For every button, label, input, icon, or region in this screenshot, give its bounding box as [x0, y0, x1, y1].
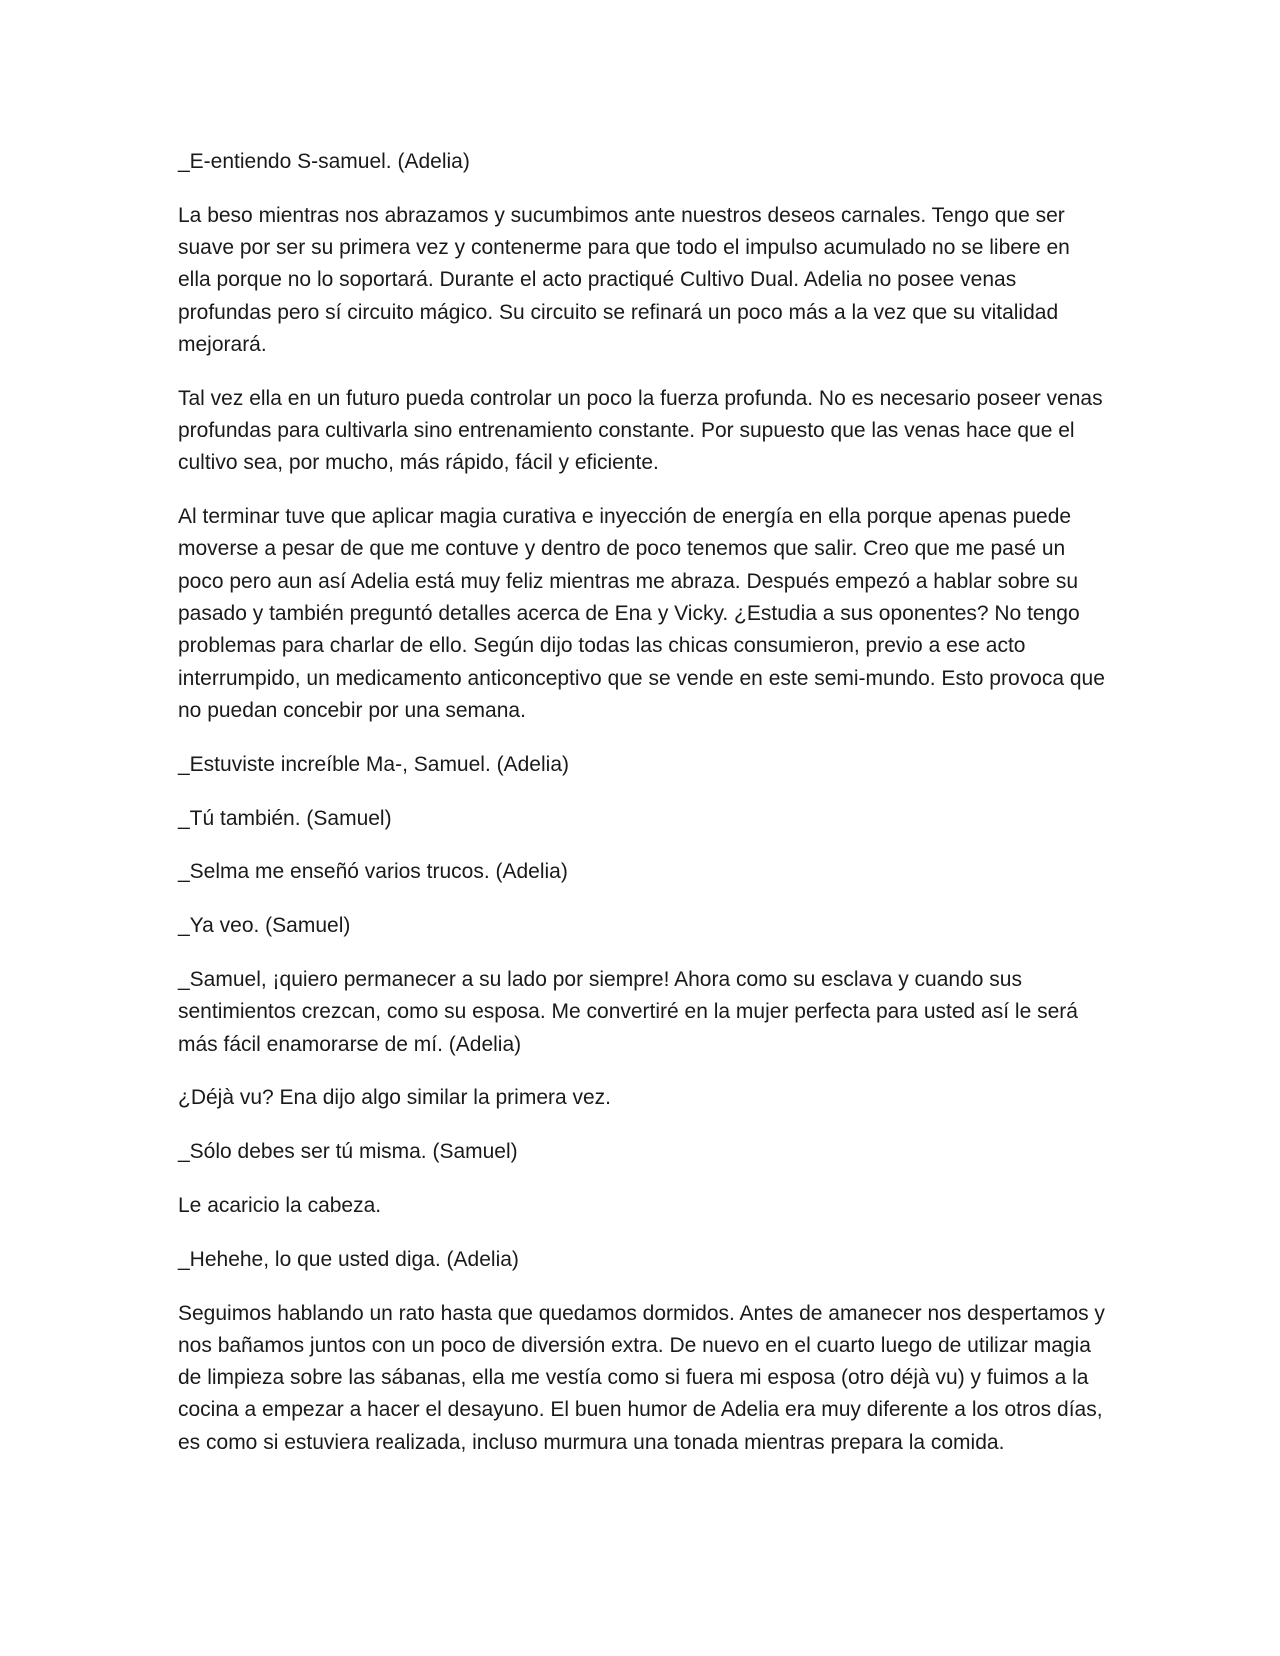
paragraph-6: _Tú también. (Samuel): [178, 806, 392, 830]
paragraph-8: _Ya veo. (Samuel): [178, 914, 351, 938]
document-body: [178, 146, 1106, 1481]
paragraph-14: Seguimos hablando un rato hasta que quedamos dormidos. Antes de amanecer nos despertamos y nos bañamos juntos con un poco de diversión extra. De nuevo en el cuarto luego de utilizar magia de limpieza sobre las sábanas, ella me vestía como si fuera mi esposa (otro déjà vu) y fuimos a la cocina a empezar a hacer el desayuno. El buen humor de Adelia era muy diferente a los otros días, es como si estuviera realizada, incluso murmura una tonada mientras prepara la comida.: [178, 1301, 1105, 1454]
paragraph-7: _Selma me enseñó varios trucos. (Adelia): [178, 860, 568, 884]
paragraph-13: _Hehehe, lo que usted diga. (Adelia): [178, 1247, 519, 1271]
paragraph-11: _Sólo debes ser tú misma. (Samuel): [178, 1140, 518, 1164]
paragraph-5: _Estuviste increíble Ma-, Samuel. (Adelia): [178, 752, 569, 776]
paragraph-9: _Samuel, ¡quiero permanecer a su lado por siempre! Ahora como su esclava y cuando sus sentimientos crezcan, como su esposa. Me convertiré en la mujer perfecta para usted así le será más fácil enamorarse de mí. (Adelia): [178, 967, 1078, 1056]
paragraph-12: Le acaricio la cabeza.: [178, 1193, 382, 1217]
paragraph-2: La beso mientras nos abrazamos y sucumbimos ante nuestros deseos carnales. Tengo que ser suave por ser su primera vez y contenerme para que todo el impulso acumulado no se libere en ella porque no lo soportará. Durante el acto practiqué Cultivo Dual. Adelia no posee venas profundas pero sí circuito mágico. Su circuito se refinará un poco más a la vez que su vitalidad mejorará.: [178, 203, 1070, 356]
paragraph-10: ¿Déjà vu? Ena dijo algo similar la primera vez.: [178, 1086, 612, 1110]
paragraph-1: _E-entiendo S-samuel. (Adelia): [178, 150, 470, 173]
paragraph-4: Al terminar tuve que aplicar magia curativa e inyección de energía en ella porque apenas puede moverse a pesar de que me contuve y dentro de poco tenemos que salir. Creo que me pasé un poco pero aun así Adelia está muy feliz mientras me abraza. Después empezó a hablar sobre su pasado y también preguntó detalles acerca de Ena y Vicky. ¿Estudia a sus oponentes? No tengo problemas para charlar de ello. Según dijo todas las chicas consumieron, previo a ese acto interrumpido, un medicamento anticonceptivo que se vende en este semi-mundo. Esto provoca que no puedan concebir por una semana.: [178, 505, 1105, 722]
paragraph-3: Tal vez ella en un futuro pueda controlar un poco la fuerza profunda. No es necesario poseer venas profundas para cultivarla sino entrenamiento constante. Por supuesto que las venas hace que el cultivo sea, por mucho, más rápido, fácil y eficiente.: [178, 386, 1103, 475]
